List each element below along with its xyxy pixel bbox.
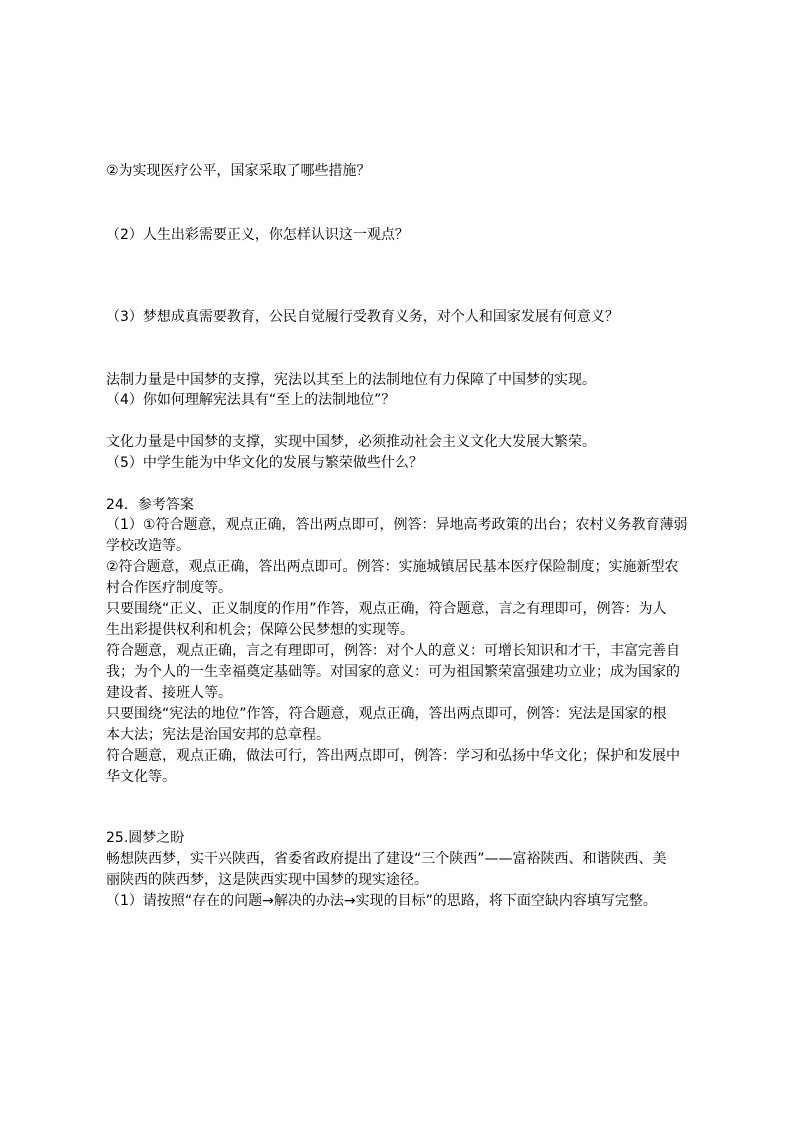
question-25-1: （1）请按照“存在的问题→解决的办法→实现的目标”的思路，将下面空缺内容填写完整。 <box>106 893 657 909</box>
answer-line: ②符合题意，观点正确，答出两点即可。例答：实施城镇居民基本医疗保险制度；实施新型农 <box>106 559 679 575</box>
answer-line: 本大法；宪法是治国安邦的总章程。 <box>106 727 330 743</box>
answer-line: 村合作医疗制度等。 <box>106 580 232 596</box>
question-23-1-part2: ②为实现医疗公平，国家采取了哪些措施？ <box>106 163 371 179</box>
answer-line: 只要围绕“宪法的地位”作答，符合题意，观点正确，答出两点即可，例答：宪法是国家的根 <box>106 706 667 722</box>
answer-line: 符合题意，观点正确，做法可行，答出两点即可，例答：学习和弘扬中华文化；保护和发展中 <box>106 748 680 764</box>
answer-line: 华文化等。 <box>106 769 176 785</box>
answer-24-heading: 24．参考答案 <box>106 497 194 513</box>
question-23-5: （5）中学生能为中华文化的发展与繁荣做些什么？ <box>106 455 423 471</box>
answer-line: 生出彩提供权利和机会；保障公民梦想的实现等。 <box>106 622 414 638</box>
culture-intro-text: 文化力量是中国梦的支撑，实现中国梦，必须推动社会主义文化大发展大繁荣。 <box>106 434 596 450</box>
answer-line: 只要围绕“正义、正义制度的作用”作答，观点正确，符合题意，言之有理即可，例答：为人 <box>106 601 667 617</box>
question-25-line: 畅想陕西梦，实干兴陕西，省委省政府提出了建设“三个陕西”——富裕陕西、和谐陕西、美 <box>106 851 667 867</box>
answer-line: 建设者、接班人等。 <box>106 685 232 701</box>
answer-line: 符合题意，观点正确，言之有理即可，例答：对个人的意义：可增长知识和才干，丰富完善自 <box>106 643 680 659</box>
law-intro-text: 法制力量是中国梦的支撑，宪法以其至上的法制地位有力保障了中国梦的实现。 <box>106 372 596 388</box>
question-25-line: 丽陕西的陕西梦，这是陕西实现中国梦的现实途径。 <box>106 872 428 888</box>
question-23-4: （4）你如何理解宪法具有“至上的法制地位”？ <box>106 392 396 408</box>
question-23-2: （2）人生出彩需要正义，你怎样认识这一观点？ <box>106 227 409 243</box>
question-25-heading: 25.圆梦之盼 <box>106 830 185 846</box>
question-23-3: （3）梦想成真需要教育，公民自觉履行受教育义务，对个人和国家发展有何意义？ <box>106 309 619 325</box>
answer-line: 我；为个人的一生幸福奠定基础等。对国家的意义：可为祖国繁荣富强建功立业；成为国家的 <box>106 664 680 680</box>
answer-line: （1）①符合题意，观点正确，答出两点即可，例答：异地高考政策的出台；农村义务教育薄弱 <box>106 517 688 533</box>
answer-line: 学校改造等。 <box>106 538 190 554</box>
